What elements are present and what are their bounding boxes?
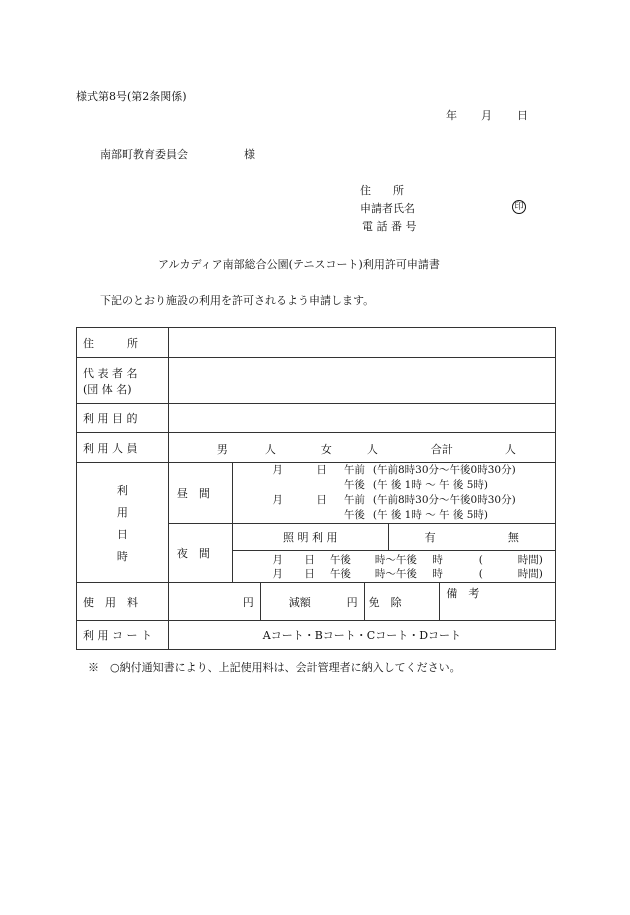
form-title: アルカディア南部総合公園(テニスコート)利用許可申請書 <box>158 258 440 271</box>
purpose-field[interactable] <box>168 404 555 433</box>
datetime-label-cell <box>77 463 169 583</box>
date-year: 年 <box>446 109 457 122</box>
day-row-1: 月 日 午前 (午前8時30分〜午後0時30分) <box>272 464 516 476</box>
addressee-honorific: 様 <box>244 148 255 161</box>
applicant-phone-label: 電 話 番 号 <box>362 220 417 233</box>
exemption-label: 免 除 <box>368 595 402 609</box>
remarks-label: 備 考 <box>446 587 480 600</box>
people-field[interactable] <box>168 433 555 463</box>
seal-icon: 印 <box>512 199 526 214</box>
lighting-label: 照 明 利 用 <box>282 531 338 544</box>
lighting-yes[interactable]: 有 <box>424 531 436 544</box>
application-table <box>76 327 556 650</box>
form-number: 様式第8号(第2条関係) <box>76 90 187 103</box>
exemption-cell[interactable] <box>364 583 440 621</box>
court-label: 利 用 コ ー ト <box>83 629 152 642</box>
representative-label: 代 表 者 名 <box>83 366 138 380</box>
datetime-char-2: 用 <box>116 505 128 519</box>
group-label: (団 体 名) <box>83 382 132 396</box>
address-label-cell <box>77 328 169 358</box>
female-unit: 人 <box>366 442 378 456</box>
day-row-3: 月 日 午前 (午前8時30分〜午後0時30分) <box>272 494 516 506</box>
total-unit: 人 <box>504 442 516 456</box>
night-label-cell <box>168 524 232 583</box>
people-label-cell <box>77 433 169 463</box>
purpose-label: 利 用 目 的 <box>83 412 138 425</box>
court-list[interactable]: Aコート・Bコート・Cコート・Dコート <box>262 629 462 642</box>
court-options[interactable] <box>168 621 555 650</box>
night-label: 夜 間 <box>176 547 210 560</box>
datetime-char-3: 日 <box>116 527 128 541</box>
remarks-cell[interactable] <box>440 583 556 621</box>
night-rows[interactable] <box>232 551 555 583</box>
purpose-label-cell <box>77 404 169 433</box>
datetime-char-4: 時 <box>116 549 128 563</box>
fee-field[interactable] <box>168 583 260 621</box>
daytime-rows[interactable] <box>232 463 555 524</box>
fee-label: 使 用 料 <box>83 595 138 609</box>
fee-unit: 円 <box>242 595 254 609</box>
daytime-label-cell <box>168 463 232 524</box>
date-day: 日 <box>517 109 528 122</box>
payment-note: ※ ○納付通知書により、上記使用料は、会計管理者に納入してください。 <box>88 661 461 674</box>
lighting-options[interactable] <box>388 524 555 551</box>
addressee-name: 南部町教育委員会 <box>100 148 188 161</box>
date-month: 月 <box>481 109 492 122</box>
lighting-no[interactable]: 無 <box>507 531 519 544</box>
applicant-name-label: 申請者氏名 <box>360 202 415 215</box>
lighting-label-cell <box>232 524 388 551</box>
representative-field[interactable] <box>168 358 555 404</box>
male-label: 男 <box>216 442 228 456</box>
total-label: 合計 <box>430 442 453 456</box>
discount-label: 減額 <box>288 595 311 609</box>
daytime-label: 昼 間 <box>176 487 210 500</box>
night-row-1: 月 日 午後 時〜午後 時 ( 時間) <box>272 553 543 566</box>
representative-label-cell <box>77 358 169 404</box>
address-label: 住 所 <box>83 336 138 350</box>
male-unit: 人 <box>264 442 276 456</box>
night-row-2: 月 日 午後 時〜午後 時 ( 時間) <box>272 567 543 580</box>
applicant-address-label: 住 所 <box>360 184 404 197</box>
day-row-4: 午後 (午 後 1時 〜 午 後 5時) <box>343 509 488 521</box>
day-row-2: 午後 (午 後 1時 〜 午 後 5時) <box>343 479 488 491</box>
court-label-cell <box>77 621 169 650</box>
address-field[interactable] <box>168 328 555 358</box>
fee-label-cell <box>77 583 169 621</box>
female-label: 女 <box>320 442 332 456</box>
intro-text: 下記のとおり施設の利用を許可されるよう申請します。 <box>100 294 375 307</box>
datetime-char-1: 利 <box>116 483 128 497</box>
discount-unit: 円 <box>346 595 358 609</box>
people-label: 利 用 人 員 <box>83 441 138 455</box>
discount-field[interactable] <box>260 583 364 621</box>
